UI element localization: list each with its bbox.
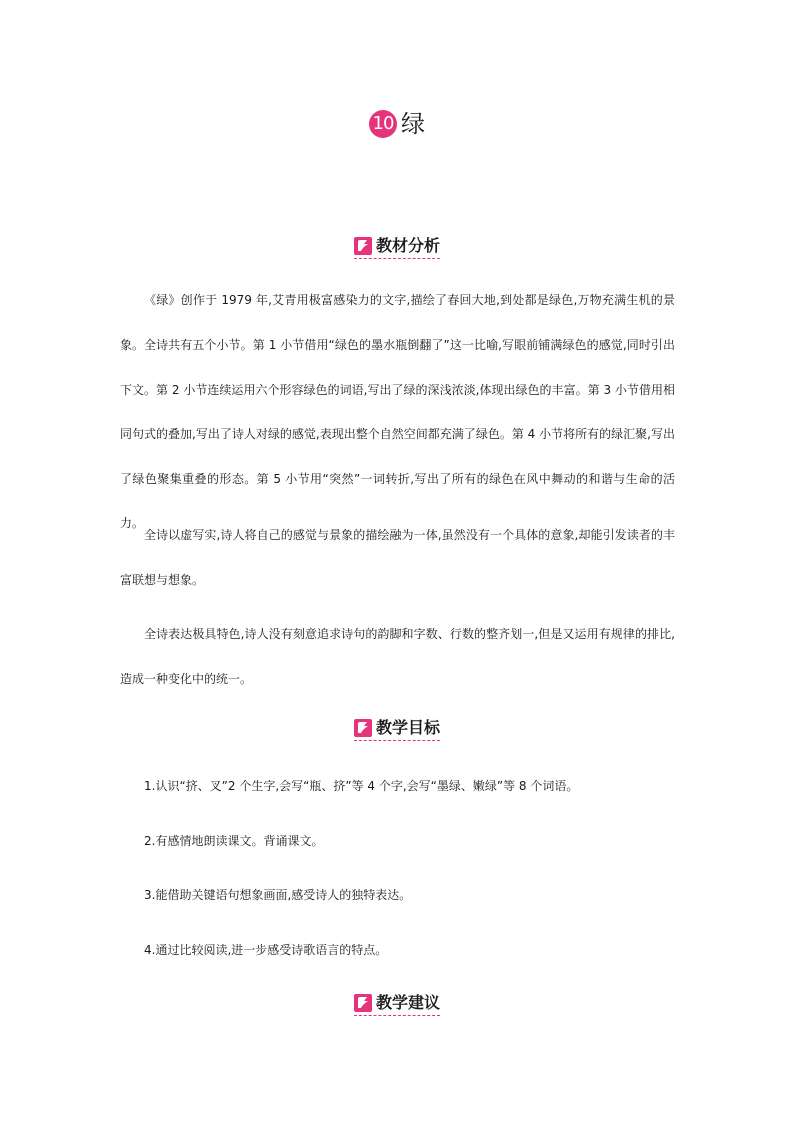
section-title: 教学建议 bbox=[375, 993, 440, 1012]
pink-bookmark-icon bbox=[354, 719, 372, 737]
analysis-paragraph-1: 《绿》创作于 1979 年,艾青用极富感染力的文字,描绘了春回大地,到处都是绿色,万物充满生机的景象。 bbox=[120, 293, 675, 352]
pink-bookmark-icon bbox=[354, 994, 372, 1012]
lesson-title bbox=[0, 110, 794, 138]
goal-item-2: 2.有感情地朗读课文。背诵课文。 bbox=[144, 834, 324, 848]
lesson-title-text: 绿 bbox=[401, 110, 425, 138]
goal-item-3: 3.能借助关键语句想象画面,感受诗人的独特表达。 bbox=[144, 888, 412, 902]
section-title: 教材分析 bbox=[375, 236, 440, 255]
section-title: 教学目标 bbox=[375, 718, 440, 737]
section-header-goals bbox=[0, 718, 794, 741]
section-header-analysis bbox=[0, 236, 794, 259]
goal-item-4: 4.通过比较阅读,进一步感受诗歌语言的特点。 bbox=[144, 943, 388, 957]
analysis-paragraph-2: 全诗共有五个小节。第 1 小节借用“绿色的墨水瓶倒翻了”这一比喻,写眼前铺满绿色的感觉,同时引出下文。第 2 小节连续运用六个形容绿色的词语,写出了绿的深浅浓淡,体现出绿色的丰富。第 3 小节借用相同句式的叠加,写出了诗人对绿的感觉,表现出整个自然空间都充满了绿色。第 4 小节将所有的绿汇聚,写出了绿色聚集重叠的形态。第 5 小节用“突然”一词转折,写出了所有的绿色在风中舞动的和谐与生命的活力。 bbox=[120, 338, 675, 530]
lesson-number-badge: 10 bbox=[369, 110, 397, 138]
analysis-paragraph-3: 全诗以虚写实,诗人将自己的感觉与景象的描绘融为一体,虽然没有一个具体的意象,却能引发读者的丰富联想与想象。 bbox=[120, 528, 675, 587]
goal-item-1: 1.认识“挤、叉”2 个生字,会写“瓶、挤”等 4 个字,会写“墨绿、嫩绿”等 8 个词语。 bbox=[144, 779, 579, 793]
section-header-suggestions bbox=[0, 993, 794, 1016]
analysis-paragraph-4: 全诗表达极具特色,诗人没有刻意追求诗句的韵脚和字数、行数的整齐划一,但是又运用有规律的排比,造成一种变化中的统一。 bbox=[120, 627, 675, 686]
pink-bookmark-icon bbox=[354, 237, 372, 255]
